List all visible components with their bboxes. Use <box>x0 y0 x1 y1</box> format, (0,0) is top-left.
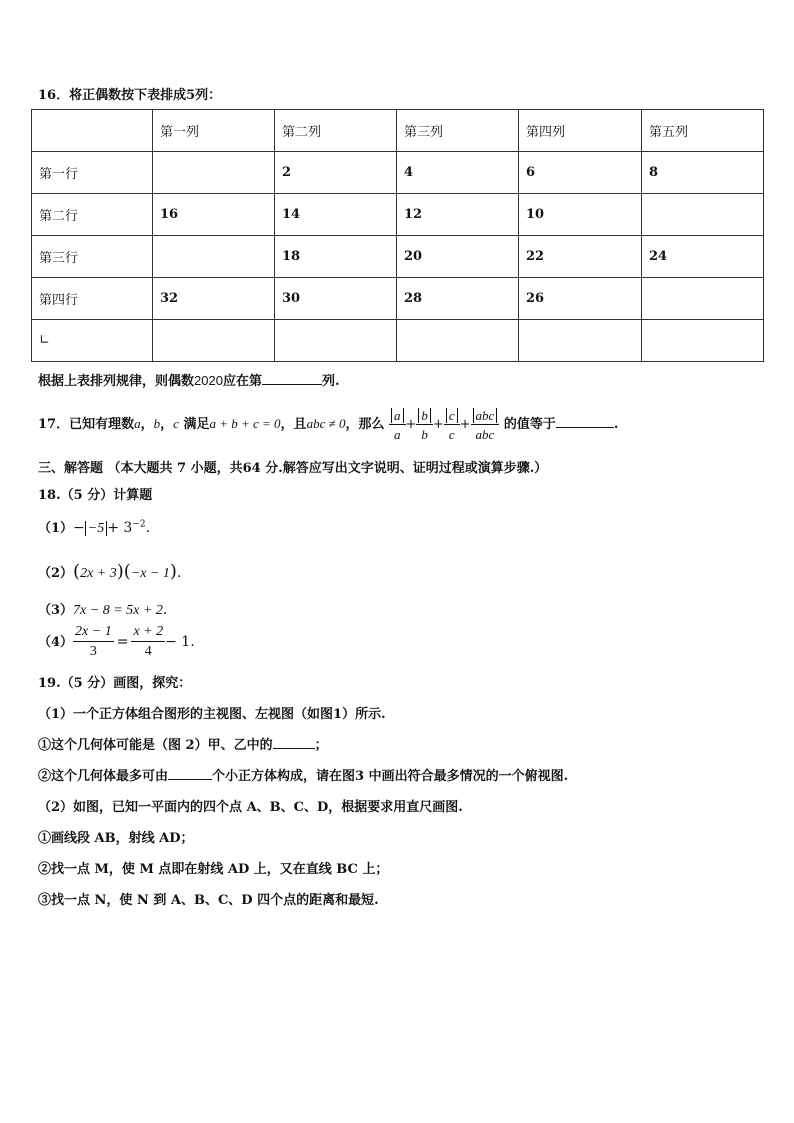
q17-text: 满足 <box>183 417 210 432</box>
math-exponent: −2 <box>132 519 146 530</box>
math-expression: a + b + c = 0 <box>209 416 281 431</box>
header-cell: 第五列 <box>642 110 764 152</box>
fraction <box>73 625 114 659</box>
fraction-abs-b <box>416 409 433 441</box>
math-expression: 7x − 8 = 5x + 2 <box>73 603 163 618</box>
answer-blank[interactable] <box>273 736 315 749</box>
table-cell: 4 <box>397 152 519 194</box>
math-expression: + 3 <box>107 520 133 536</box>
q18-title: 18.（5 分）计算题 <box>38 488 153 503</box>
math-symbol: . <box>162 602 168 618</box>
row-label: 第二行 <box>32 194 153 236</box>
math-symbol: . <box>145 520 151 536</box>
math-abs: −5 <box>85 521 107 536</box>
q16-question <box>38 370 339 389</box>
table-cell <box>642 194 764 236</box>
q19-line7: ③找一点 N，使 N 到 A、B、C、D 四个点的距离和最短. <box>38 893 379 908</box>
table-cell <box>519 320 642 362</box>
table-cell <box>642 320 764 362</box>
answer-blank[interactable] <box>556 415 614 428</box>
math-expression: −x − 1 <box>130 566 170 581</box>
header-cell: 第一列 <box>153 110 275 152</box>
math-expression: 2x + 3 <box>80 566 117 581</box>
q19-line4: （2）如图，已知一平面内的四个点 A、B、C、D，根据要求用直尺画图. <box>38 800 463 815</box>
math-symbol: . <box>190 634 195 650</box>
table-header-row <box>32 110 764 152</box>
fraction-denominator: 4 <box>144 644 152 659</box>
table-cell <box>642 278 764 320</box>
table-cell: 26 <box>519 278 642 320</box>
table-cell: 12 <box>397 194 519 236</box>
table-cell <box>397 320 519 362</box>
section-heading: 三、解答题 （本大题共 7 小题，共64 分.解答应写出文字说明、证明过程或演算步骤.） <box>38 461 548 476</box>
math-expression: abc ≠ 0 <box>306 416 346 431</box>
part-label: （2） <box>38 566 74 581</box>
table-cell: 24 <box>642 236 764 278</box>
fraction <box>131 625 165 659</box>
q19-text: ②这个几何体最多可由 <box>38 769 169 784</box>
q18-part2 <box>38 561 181 582</box>
q19-text: ①这个几何体可能是（图 2）甲、乙中的 <box>38 738 273 753</box>
plus-sign: + <box>432 417 444 432</box>
answer-blank[interactable] <box>262 372 322 385</box>
q19-line2 <box>38 734 328 753</box>
table-cell <box>275 320 397 362</box>
fraction-abs-c <box>444 409 460 441</box>
row-label: 第四行 <box>32 278 153 320</box>
q19-text: 个小正方体构成，请在图3 中画出符合最多情况的一个俯视图. <box>212 769 569 784</box>
q19-line1: （1）一个正方体组合图形的主视图、左视图（如图1）所示. <box>38 707 386 722</box>
math-var: b <box>153 416 161 431</box>
math-paren: ) <box>169 561 177 582</box>
fraction-abs-a <box>389 409 406 441</box>
table-cell: 14 <box>275 194 397 236</box>
q17-text: ，那么 <box>345 417 385 432</box>
table-cell: 16 <box>153 194 275 236</box>
math-paren: ( <box>73 561 81 582</box>
fraction-numerator: 2x − 1 <box>73 625 114 642</box>
q19-line5: ①画线段 AB，射线 AD； <box>38 831 194 846</box>
header-cell: 第二列 <box>275 110 397 152</box>
part-label: （4） <box>38 635 74 650</box>
q16-number: 2020 <box>194 373 223 388</box>
q16-text: 列. <box>321 374 340 389</box>
header-cell: 第四列 <box>519 110 642 152</box>
table-row <box>32 236 764 278</box>
q19-line6: ②找一点 M，使 M 点即在射线 AD 上，又在直线 BC 上； <box>38 862 389 877</box>
math-symbol: − <box>73 520 85 536</box>
table-cell: 2 <box>275 152 397 194</box>
math-expression: − 1 <box>165 634 191 650</box>
table-cell: 28 <box>397 278 519 320</box>
table-row <box>32 152 764 194</box>
fraction-numerator: x + 2 <box>131 625 165 642</box>
part-label: （3） <box>38 603 74 618</box>
fraction-denominator: c <box>448 426 455 442</box>
math-paren: )( <box>116 561 131 582</box>
q19-line3 <box>38 765 568 784</box>
table-cell: 8 <box>642 152 764 194</box>
q18-part1 <box>38 517 150 537</box>
table-row <box>32 194 764 236</box>
fraction-denominator: b <box>421 426 428 442</box>
table-row <box>32 278 764 320</box>
header-cell: 第三列 <box>397 110 519 152</box>
row-label: ∟ <box>32 320 153 362</box>
table-cell <box>153 320 275 362</box>
even-number-table <box>31 109 764 362</box>
table-cell <box>153 152 275 194</box>
table-cell: 22 <box>519 236 642 278</box>
q17-text: 17．已知有理数 <box>38 417 135 432</box>
table-cell <box>153 236 275 278</box>
fraction-numerator: a <box>391 408 404 423</box>
math-var: a <box>134 416 141 431</box>
q16-text: 根据上表排列规律，则偶数 <box>38 374 195 389</box>
row-label: 第一行 <box>32 152 153 194</box>
plus-sign: + <box>459 417 471 432</box>
q18-part3 <box>38 599 167 619</box>
q16-text: 应在第 <box>222 374 262 389</box>
q18-part4 <box>38 622 195 662</box>
math-symbol: = <box>116 634 129 650</box>
fraction-abs-abc <box>471 409 500 441</box>
table-cell: 6 <box>519 152 642 194</box>
q19-title: 19.（5 分）画图，探究： <box>38 676 192 691</box>
q17-text: ，且 <box>280 417 307 432</box>
q17-text: 的值等于 <box>503 417 556 432</box>
answer-blank[interactable] <box>168 767 212 780</box>
table-cell: 30 <box>275 278 397 320</box>
q17-text: ， <box>160 417 174 432</box>
q17-question <box>38 402 618 446</box>
fraction-numerator: abc <box>473 408 498 423</box>
table-cell: 18 <box>275 236 397 278</box>
math-symbol: . <box>176 565 182 581</box>
fraction-denominator: a <box>394 426 401 442</box>
header-cell <box>32 110 153 152</box>
fraction-denominator: 3 <box>89 644 97 659</box>
q16-intro: 16．将正偶数按下表排成5列： <box>38 88 222 103</box>
table-cell: 20 <box>397 236 519 278</box>
q17-text: ， <box>140 417 154 432</box>
fraction-numerator: b <box>418 408 431 423</box>
table-cell: 10 <box>519 194 642 236</box>
row-label: 第三行 <box>32 236 153 278</box>
table-cell: 32 <box>153 278 275 320</box>
fraction-denominator: abc <box>475 426 495 442</box>
plus-sign: + <box>405 417 417 432</box>
q19-text: ； <box>314 738 328 753</box>
fraction-numerator: c <box>446 408 458 423</box>
math-var: c <box>173 416 179 431</box>
q17-text: . <box>613 417 619 432</box>
table-row <box>32 320 764 362</box>
part-label: （1） <box>38 521 74 536</box>
